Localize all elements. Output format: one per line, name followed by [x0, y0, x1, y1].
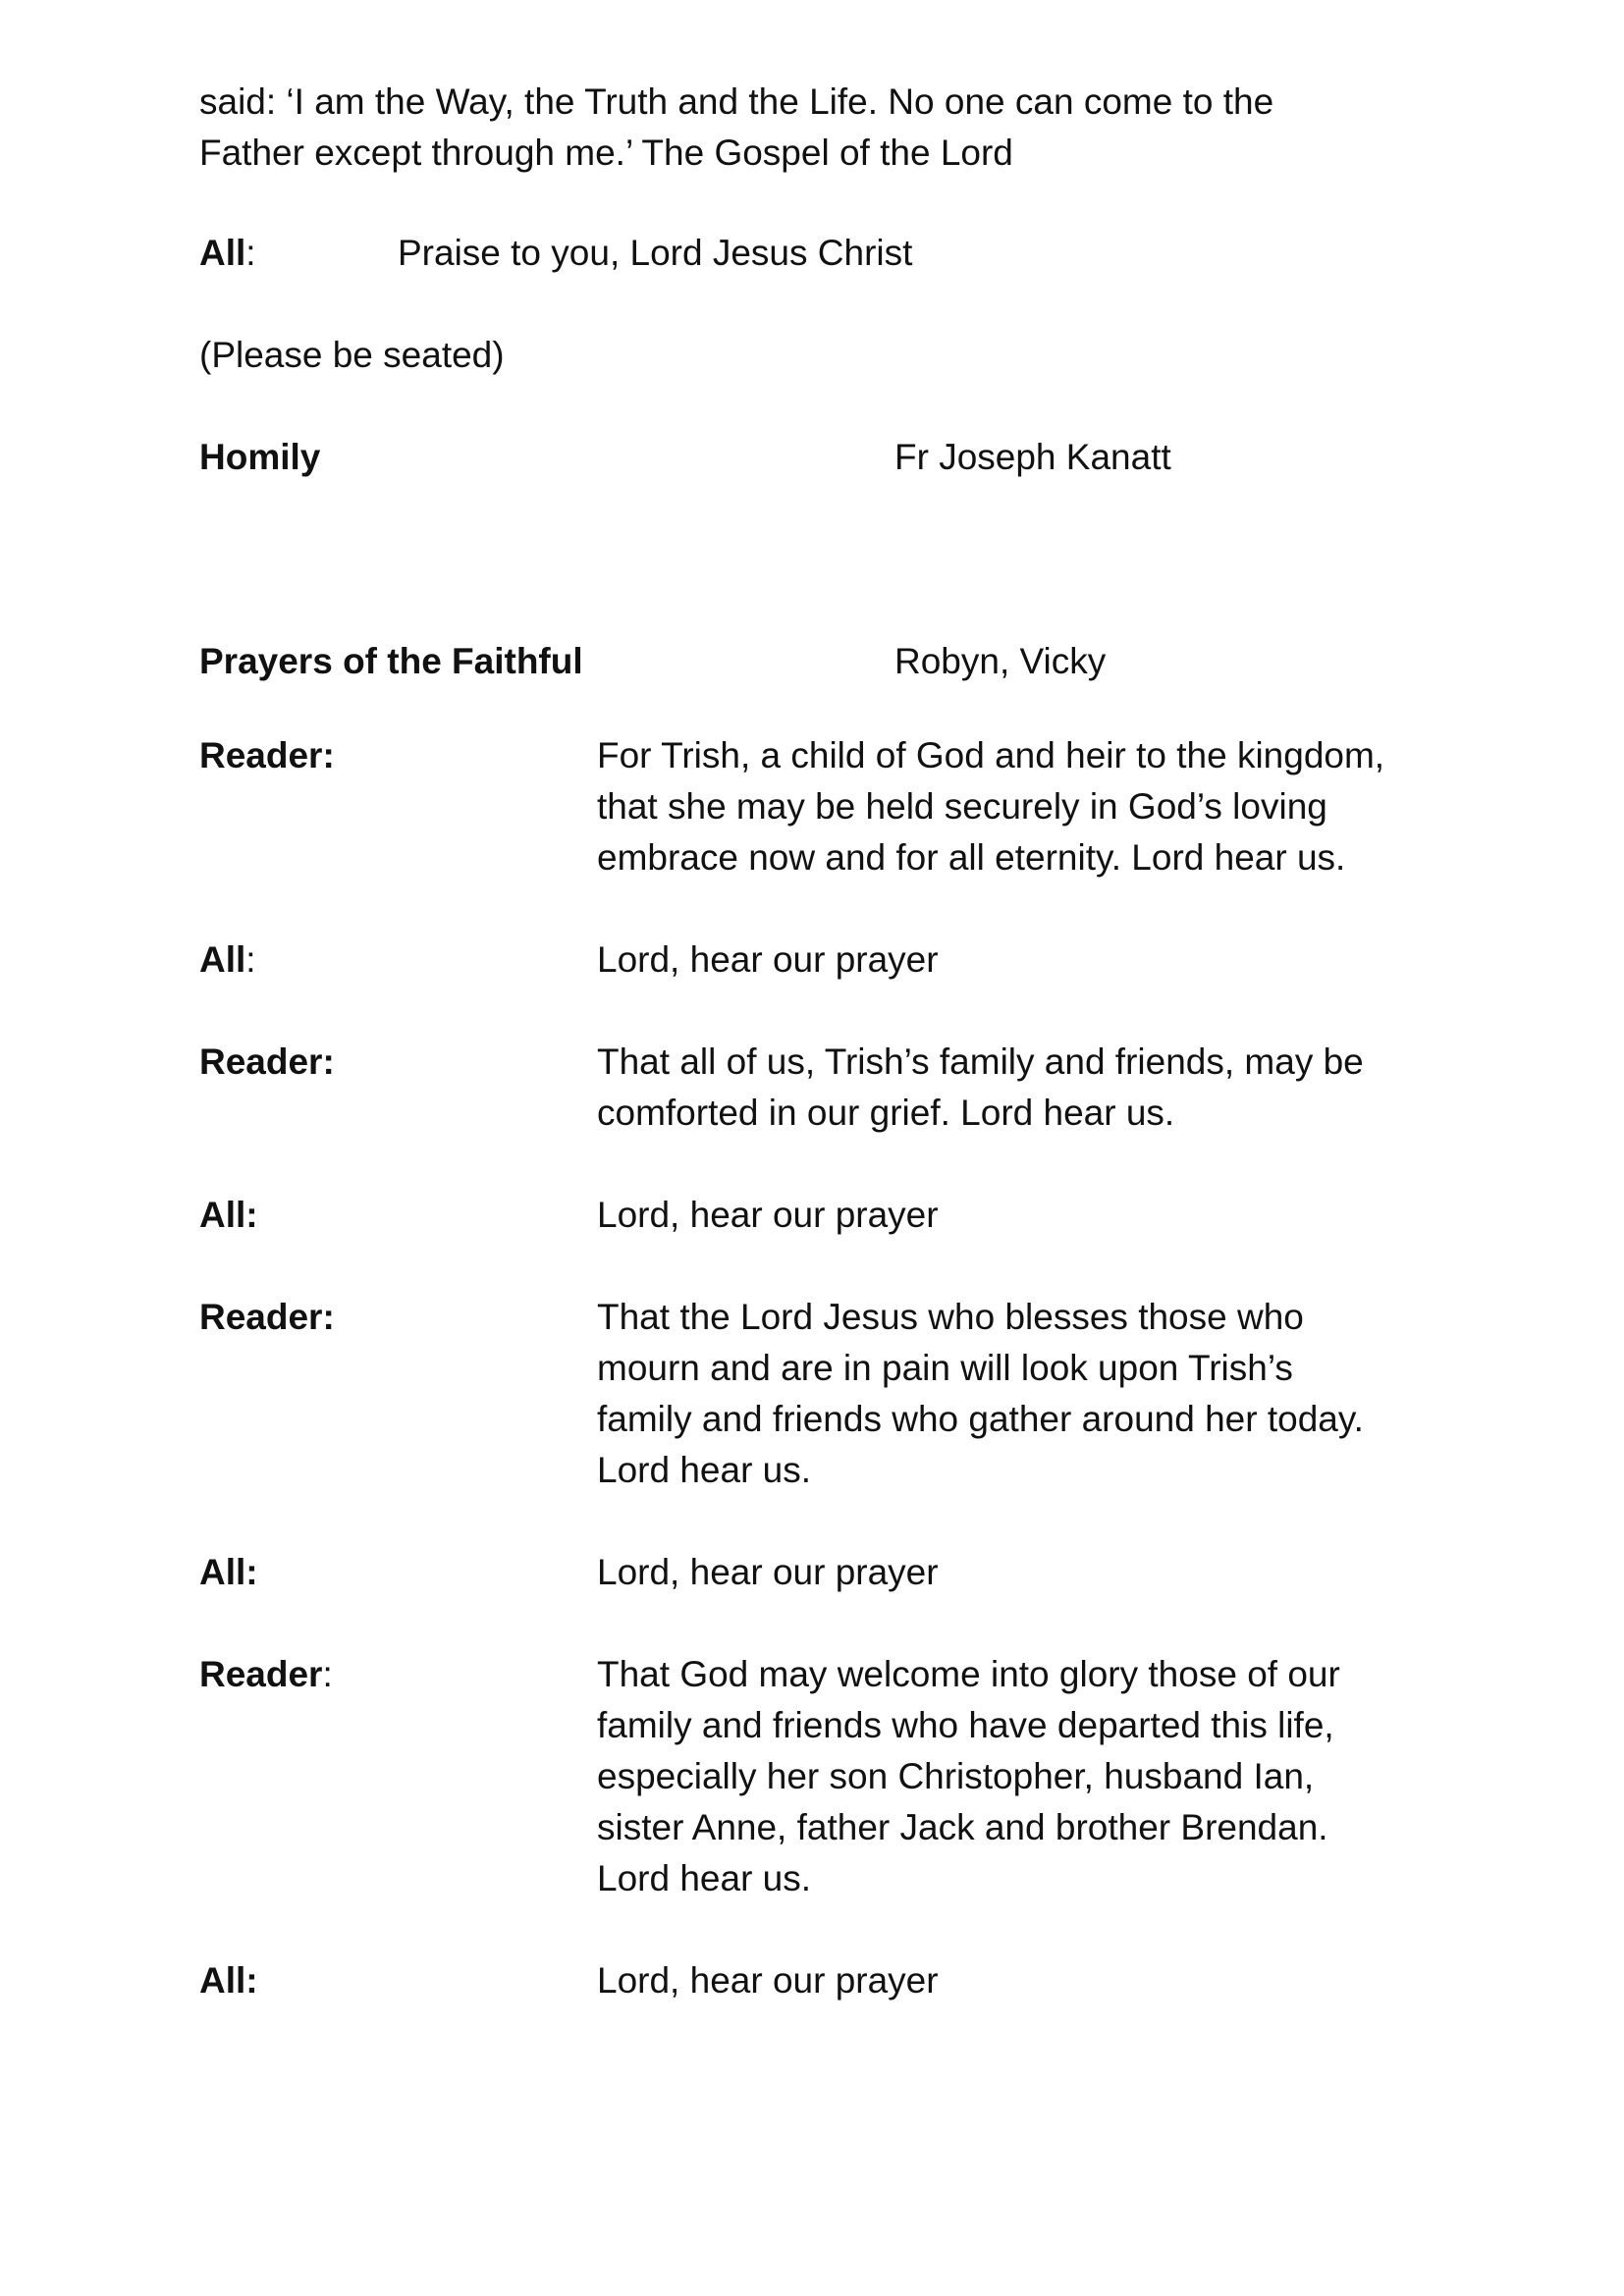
petition-line: family and friends who gather around her today. [597, 1399, 1364, 1439]
petition-line: embrace now and for all eternity. Lord hear us. [597, 837, 1346, 878]
petition-line: Lord hear us. [597, 1450, 812, 1490]
petition-line: family and friends who have departed this life, [597, 1705, 1334, 1745]
response-4-text: Lord, hear our prayer [597, 1960, 939, 2001]
petition-line: mourn and are in pain will look upon Trish’s [597, 1348, 1293, 1388]
petition-line: That the Lord Jesus who blesses those who [597, 1297, 1304, 1337]
petition-2-label: Reader: [199, 1041, 335, 1082]
petition-line: comforted in our grief. Lord hear us. [597, 1093, 1175, 1133]
petition-2-text [597, 1037, 1364, 1139]
gospel-line-1: said: ‘I am the Way, the Truth and the Life. No one can come to the [199, 81, 1274, 122]
acclamation-label: All: [199, 233, 256, 273]
response-3-text: Lord, hear our prayer [597, 1552, 939, 1592]
response-3-label: All: [199, 1552, 258, 1592]
prayers-readers: Robyn, Vicky [894, 641, 1107, 681]
petition-line: sister Anne, father Jack and brother Brendan. [597, 1807, 1328, 1847]
seating-instruction: (Please be seated) [199, 335, 505, 375]
response-1-text: Lord, hear our prayer [597, 939, 939, 980]
petition-4-label: Reader: [199, 1654, 333, 1694]
petition-line: that she may be held securely in God’s loving [597, 786, 1327, 827]
homily-presider: Fr Joseph Kanatt [894, 437, 1171, 477]
petition-line: especially her son Christopher, husband Ian, [597, 1756, 1315, 1796]
petition-1-text [597, 730, 1384, 883]
gospel-line-2: Father except through me.’ The Gospel of the Lord [199, 133, 1013, 173]
response-2-label: All: [199, 1195, 258, 1235]
response-2-text: Lord, hear our prayer [597, 1195, 939, 1235]
petition-3-text [597, 1292, 1364, 1496]
prayers-heading: Prayers of the Faithful [199, 641, 583, 681]
petition-line: That God may welcome into glory those of our [597, 1654, 1340, 1694]
response-4-label: All: [199, 1960, 258, 2001]
petition-line: Lord hear us. [597, 1858, 812, 1898]
petition-line: For Trish, a child of God and heir to the kingdom, [597, 735, 1385, 775]
acclamation-text: Praise to you, Lord Jesus Christ [398, 233, 913, 273]
petition-3-label: Reader: [199, 1297, 335, 1337]
homily-heading: Homily [199, 437, 321, 477]
gospel-conclusion [199, 77, 1273, 179]
petition-4-text [597, 1649, 1340, 1904]
petition-line: That all of us, Trish’s family and friends, may be [597, 1041, 1364, 1082]
petition-1-label: Reader: [199, 735, 335, 775]
response-1-label: All: [199, 939, 256, 980]
